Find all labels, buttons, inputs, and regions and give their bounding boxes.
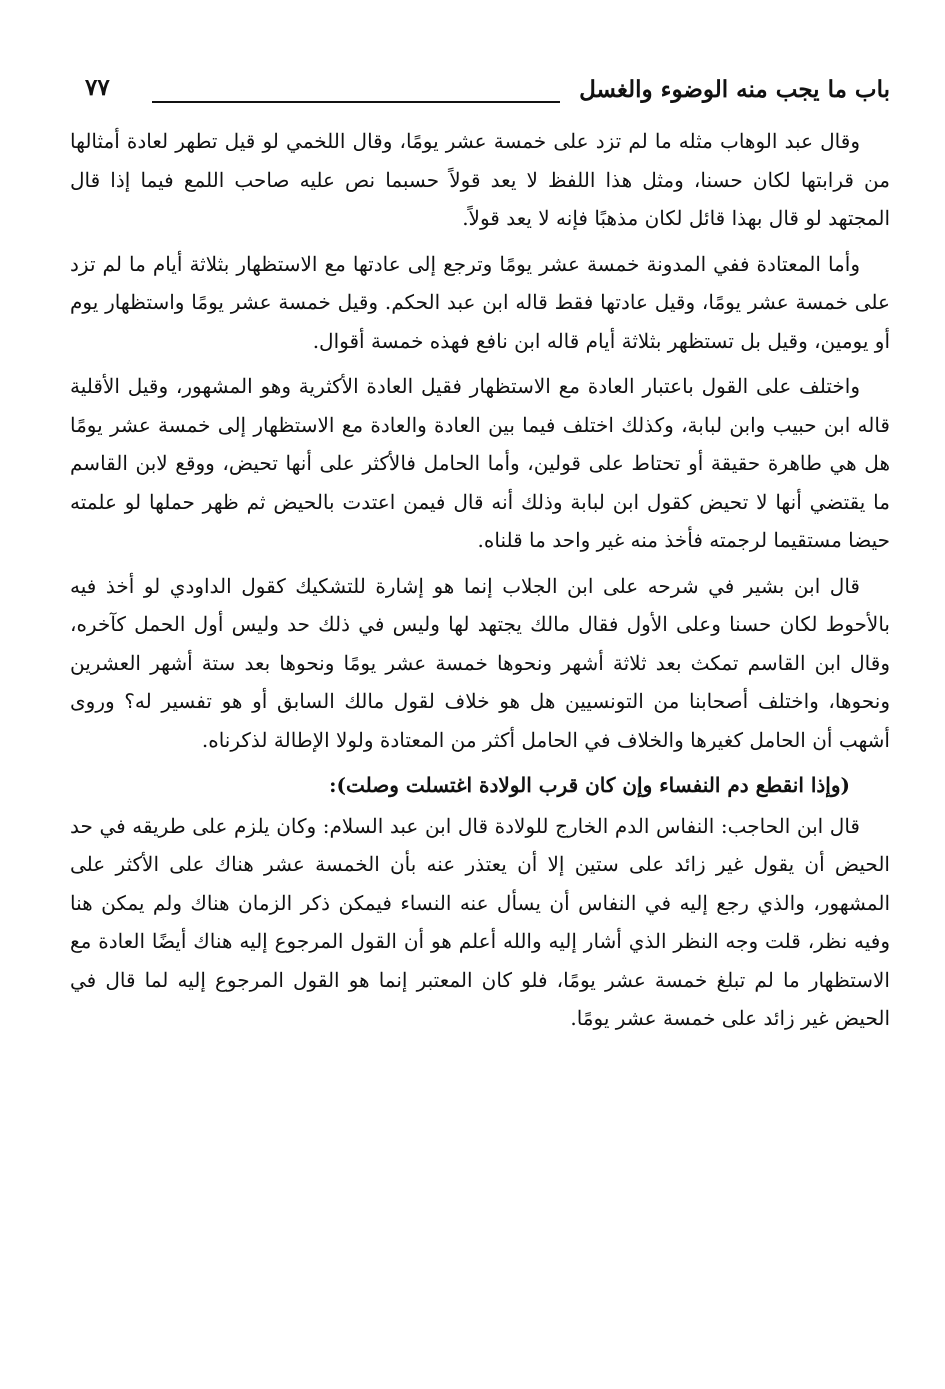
paragraph: وقال عبد الوهاب مثله ما لم تزد على خمسة عشر يومًا، وقال اللخمي لو قيل تطهر لعادة أمثالها من قرابتها لكان حسنا، ومثل هذا اللفظ لا يعد قولاً حسبما نص عليه صاحب اللمع فيما إذا قال المجتهد لو قال بهذا قائل لكان مذهبًا فإنه لا يعد قولاً. [70, 129, 890, 230]
paragraph: قال ابن الحاجب: النفاس الدم الخارج للولادة قال ابن عبد السلام: وكان يلزم على طريقه في حد الحيض أن يقول غير زائد على ستين إلا أن يعتذر عنه بأن الخمسة عشر هناك على الأكثر على المشهور، والذي رجع إليه في النفاس أن يسأل عنه النساء فيمكن ذكر الزمان هناك ولم يمكن هنا وفيه نظر، قلت وجه النظر الذي أشار إليه والله أعلم هو أن القول المرجوع إليه هناك أيضًا العادة مع الاستظهار ما لم تبلغ خمسة عشر يومًا، فلو كان المعتبر إنما هو القول المرجوع إليه لما قال في الحيض غير زائد على خمسة عشر يومًا. [70, 813, 890, 1030]
paragraph: وأما المعتادة ففي المدونة خمسة عشر يومًا وترجع إلى عادتها مع الاستظهار بثلاثة أيام ما لم تزد على خمسة عشر يومًا، وقيل عادتها فقط قاله ابن عبد الحكم. وقيل خمسة عشر يومًا واستظهار يوم أو يومين، وقيل بل تستظهر بثلاثة أيام قاله ابن نافع فهذه خمسة أقوال. [70, 251, 890, 353]
header-rule [152, 101, 560, 103]
section-heading: (وإذا انقطع دم النفساء وإن كان قرب الولادة اغتسلت وصلت): [329, 773, 850, 797]
book-page [70, 70, 890, 1370]
page-header [70, 70, 890, 122]
paragraph: قال ابن بشير في شرحه على ابن الجلاب إنما هو إشارة للتشكيك كقول الداودي لو أخذ فيه بالأحوط لكان حسنا وعلى الأول فقال مالك يجتهد لها وليس في ذلك حد وليس أول الحمل كآخره، وقال ابن القاسم تمكث بعد ثلاثة أشهر ونحوها خمسة عشر يومًا ونحوها بعد ستة أشهر العشرين ونحوها، واختلف أصحابنا من التونسيين هل هو خلاف لقول مالك السابق أو هو تفسير له؟ وروى أشهب أن الحامل كغيرها والخلاف في الحامل أكثر من المعتادة ولولا الإطالة لذكرناه. [70, 573, 890, 752]
paragraph: واختلف على القول باعتبار العادة مع الاستظهار فقيل العادة الأكثرية وهو المشهور، وقيل الأقلية قاله ابن حبيب وابن لبابة، وكذلك اختلف فيما بين العادة والعادة مع الاستظهار إلى خمسة عشر يومًا هل هي طاهرة حقيقة أو تحتاط على قولين، وأما الحامل فالأكثر على أنها تحيض، ووقع لابن القاسم ما يقتضي أنها لا تحيض كقول ابن لبابة وذلك أنه قال فيمن اعتدت بالحيض ثم ظهر حملها لو علمته حيضا مستقيما لرجمته فأخذ منه غير واحد ما قلناه. [70, 374, 890, 552]
page-number: ٧٧ [85, 74, 110, 101]
body-text [70, 122, 890, 1038]
running-title: باب ما يجب منه الوضوء والغسل [579, 76, 890, 103]
